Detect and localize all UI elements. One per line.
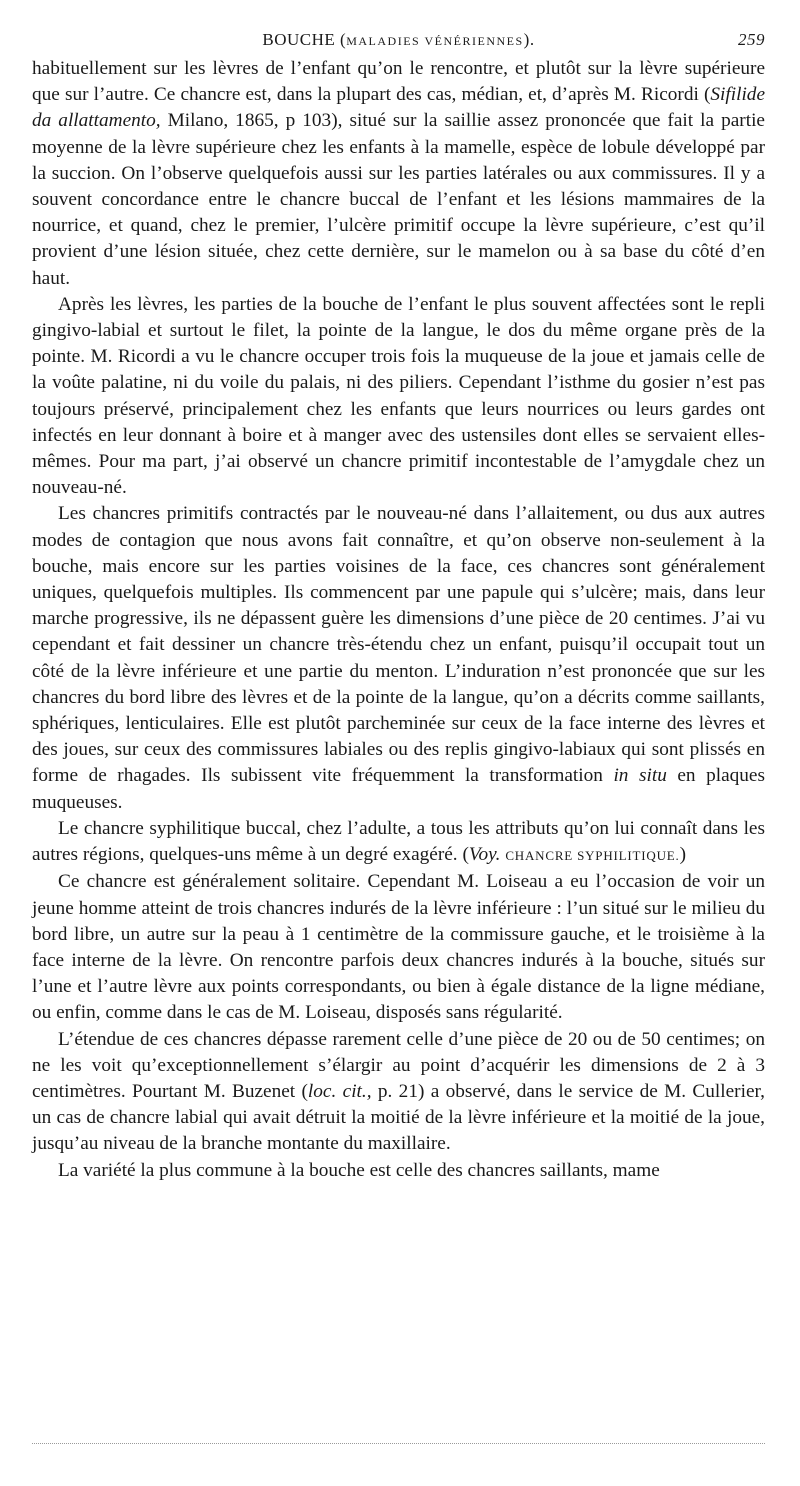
book-page	[32, 30, 765, 1184]
text-run: Milano, 1865, p 103), situé sur la saillie assez prononcée que fait la partie moyenne de la lèvre supérieure chez les enfants à la mamelle, espèce de lobule développé par la succion. On l’observe quelquefois aussi sur les parties latérales ou aux commissures. Il y a souvent concordance entre le chancre buccal de l’enfant et les lésions mammaires de la nourrice, et quand, chez le premier, l’ulcère primitif occupe la lèvre supérieure, c’est qu’il provient d’une lésion située, chez cette dernière, sur le mamelon ou à sa base du côté d’en haut.	[32, 110, 765, 289]
running-header	[32, 30, 765, 56]
italic-text: Sifilide da allattamento,	[32, 84, 765, 132]
body-text	[32, 56, 765, 1184]
page-number: 259	[738, 30, 765, 49]
italic-text: in situ	[613, 765, 667, 787]
text-run: en plaques muqueuses.	[32, 765, 765, 813]
paragraph	[32, 56, 765, 292]
text-run: Les chancres primitifs contractés par le nouveau-né dans l’allaitement, ou dus aux autres modes de contagion que nous avons fait connaître, et qu’on observe non-seulement à la bouche, mais encore sur les parties voisines de la face, ces chancres sont généralement uniques, quelquefois multiples. Ils commencent par une papule qui s’ulcère; mais, dans leur marche progressive, ils ne dépassent guère les dimensions d’une pièce de 20 centimes. J’ai vu cependant et fait dessiner un chancre très-étendu chez un enfant, puisqu’il occupait tout un côté de la lèvre inférieure et une partie du menton. L’induration n’est prononcée que sur les chancres du bord libre des lèvres et de la pointe de la langue, qu’on a décrits comme saillants, sphériques, lenticulaires. Elle est plutôt parcheminée sur ceux de la face interne des lèvres et des joues, sur ceux des commissures labiales ou des replis gingivo-labiaux qui sont plissés en forme de rhagades. Ils subissent vite fréquemment la transformation	[32, 503, 765, 787]
text-run: Ce chancre est généralement solitaire. Cependant M. Loiseau a eu l’occasion de voir un jeune homme atteint de trois chancres indurés de la lèvre inférieure : l’un situé sur le milieu du bord libre, un autre sur la peau à 1 centimètre de la commissure gauche, et le troisième à la face interne de la lèvre. On rencontre parfois deux chancres indurés à la bouche, situés sur l’une et l’autre lèvre aux points correspondants, ou bien à égale distance de la ligne médiane, ou enfin, comme dans le cas de M. Loiseau, disposés sans régularité.	[32, 871, 765, 1024]
title-subtitle: MALADIES VÉNÉRIENNES	[346, 34, 524, 48]
text-run: p. 21) a observé, dans le service de M. Cullerier, un cas de chancre labial qui avait détruit la moitié de la lèvre inférieure et la moitié de la joue, jusqu’au niveau de la branche montante du maxillaire.	[32, 1080, 765, 1155]
text-run: habituellement sur les lèvres de l’enfant qu’on le rencontre, et plutôt sur la lèvre supérieure que sur l’autre. Ce chancre est, dans la plupart des cas, médian, et, d’après M. Ricordi (	[32, 58, 765, 106]
paragraph	[32, 1027, 765, 1158]
running-title	[32, 30, 765, 50]
paragraph	[32, 1158, 765, 1184]
italic-text: Voy.	[468, 844, 501, 866]
paragraph	[32, 501, 765, 815]
title-end: ).	[523, 30, 535, 49]
paragraph	[32, 869, 765, 1026]
text-run: )	[679, 844, 686, 866]
text-run: La variété la plus commune à la bouche est celle des chancres saillants, mame	[58, 1159, 660, 1181]
text-run: Après les lèvres, les parties de la bouche de l’enfant le plus souvent affectées sont le repli gingivo-labial et surtout le filet, la pointe de la langue, le dos du même organe près de la pointe. M. Ricordi a vu le chancre occuper trois fois la muqueuse de la joue et jamais celle de la voûte palatine, ni du voile du palais, ni des piliers. Cependant l’isthme du gosier n’est pas toujours préservé, principalement chez les enfants que leurs nourrices ou leurs gardes ont infectés en leur donnant à boire et à manger avec des ustensiles dont elles se servaient elles-mêmes. Pour ma part, j’ai observé un chancre primitif incontestable de l’amygdale chez un nouveau-né.	[32, 293, 765, 499]
cross-reference: CHANCRE SYPHILITIQUE.	[505, 848, 680, 864]
paragraph	[32, 816, 765, 869]
text-run: Le chancre syphilitique buccal, chez l’adulte, a tous les attributs qu’on lui connaît dans les autres régions, quelques-uns même à un degré exagéré. (	[32, 817, 765, 866]
italic-text: loc. cit.,	[307, 1080, 372, 1102]
paragraph	[32, 292, 765, 502]
bottom-rule	[32, 1443, 765, 1444]
title-main: BOUCHE (	[262, 30, 347, 49]
text-run: L’étendue de ces chancres dépasse rarement celle d’une pièce de 20 ou de 50 centimes; on ne les voit qu’exceptionnellement s’élargir au point d’acquérir les dimensions de 2 à 3 centimètres. Pourtant M. Buzenet (	[32, 1028, 765, 1102]
